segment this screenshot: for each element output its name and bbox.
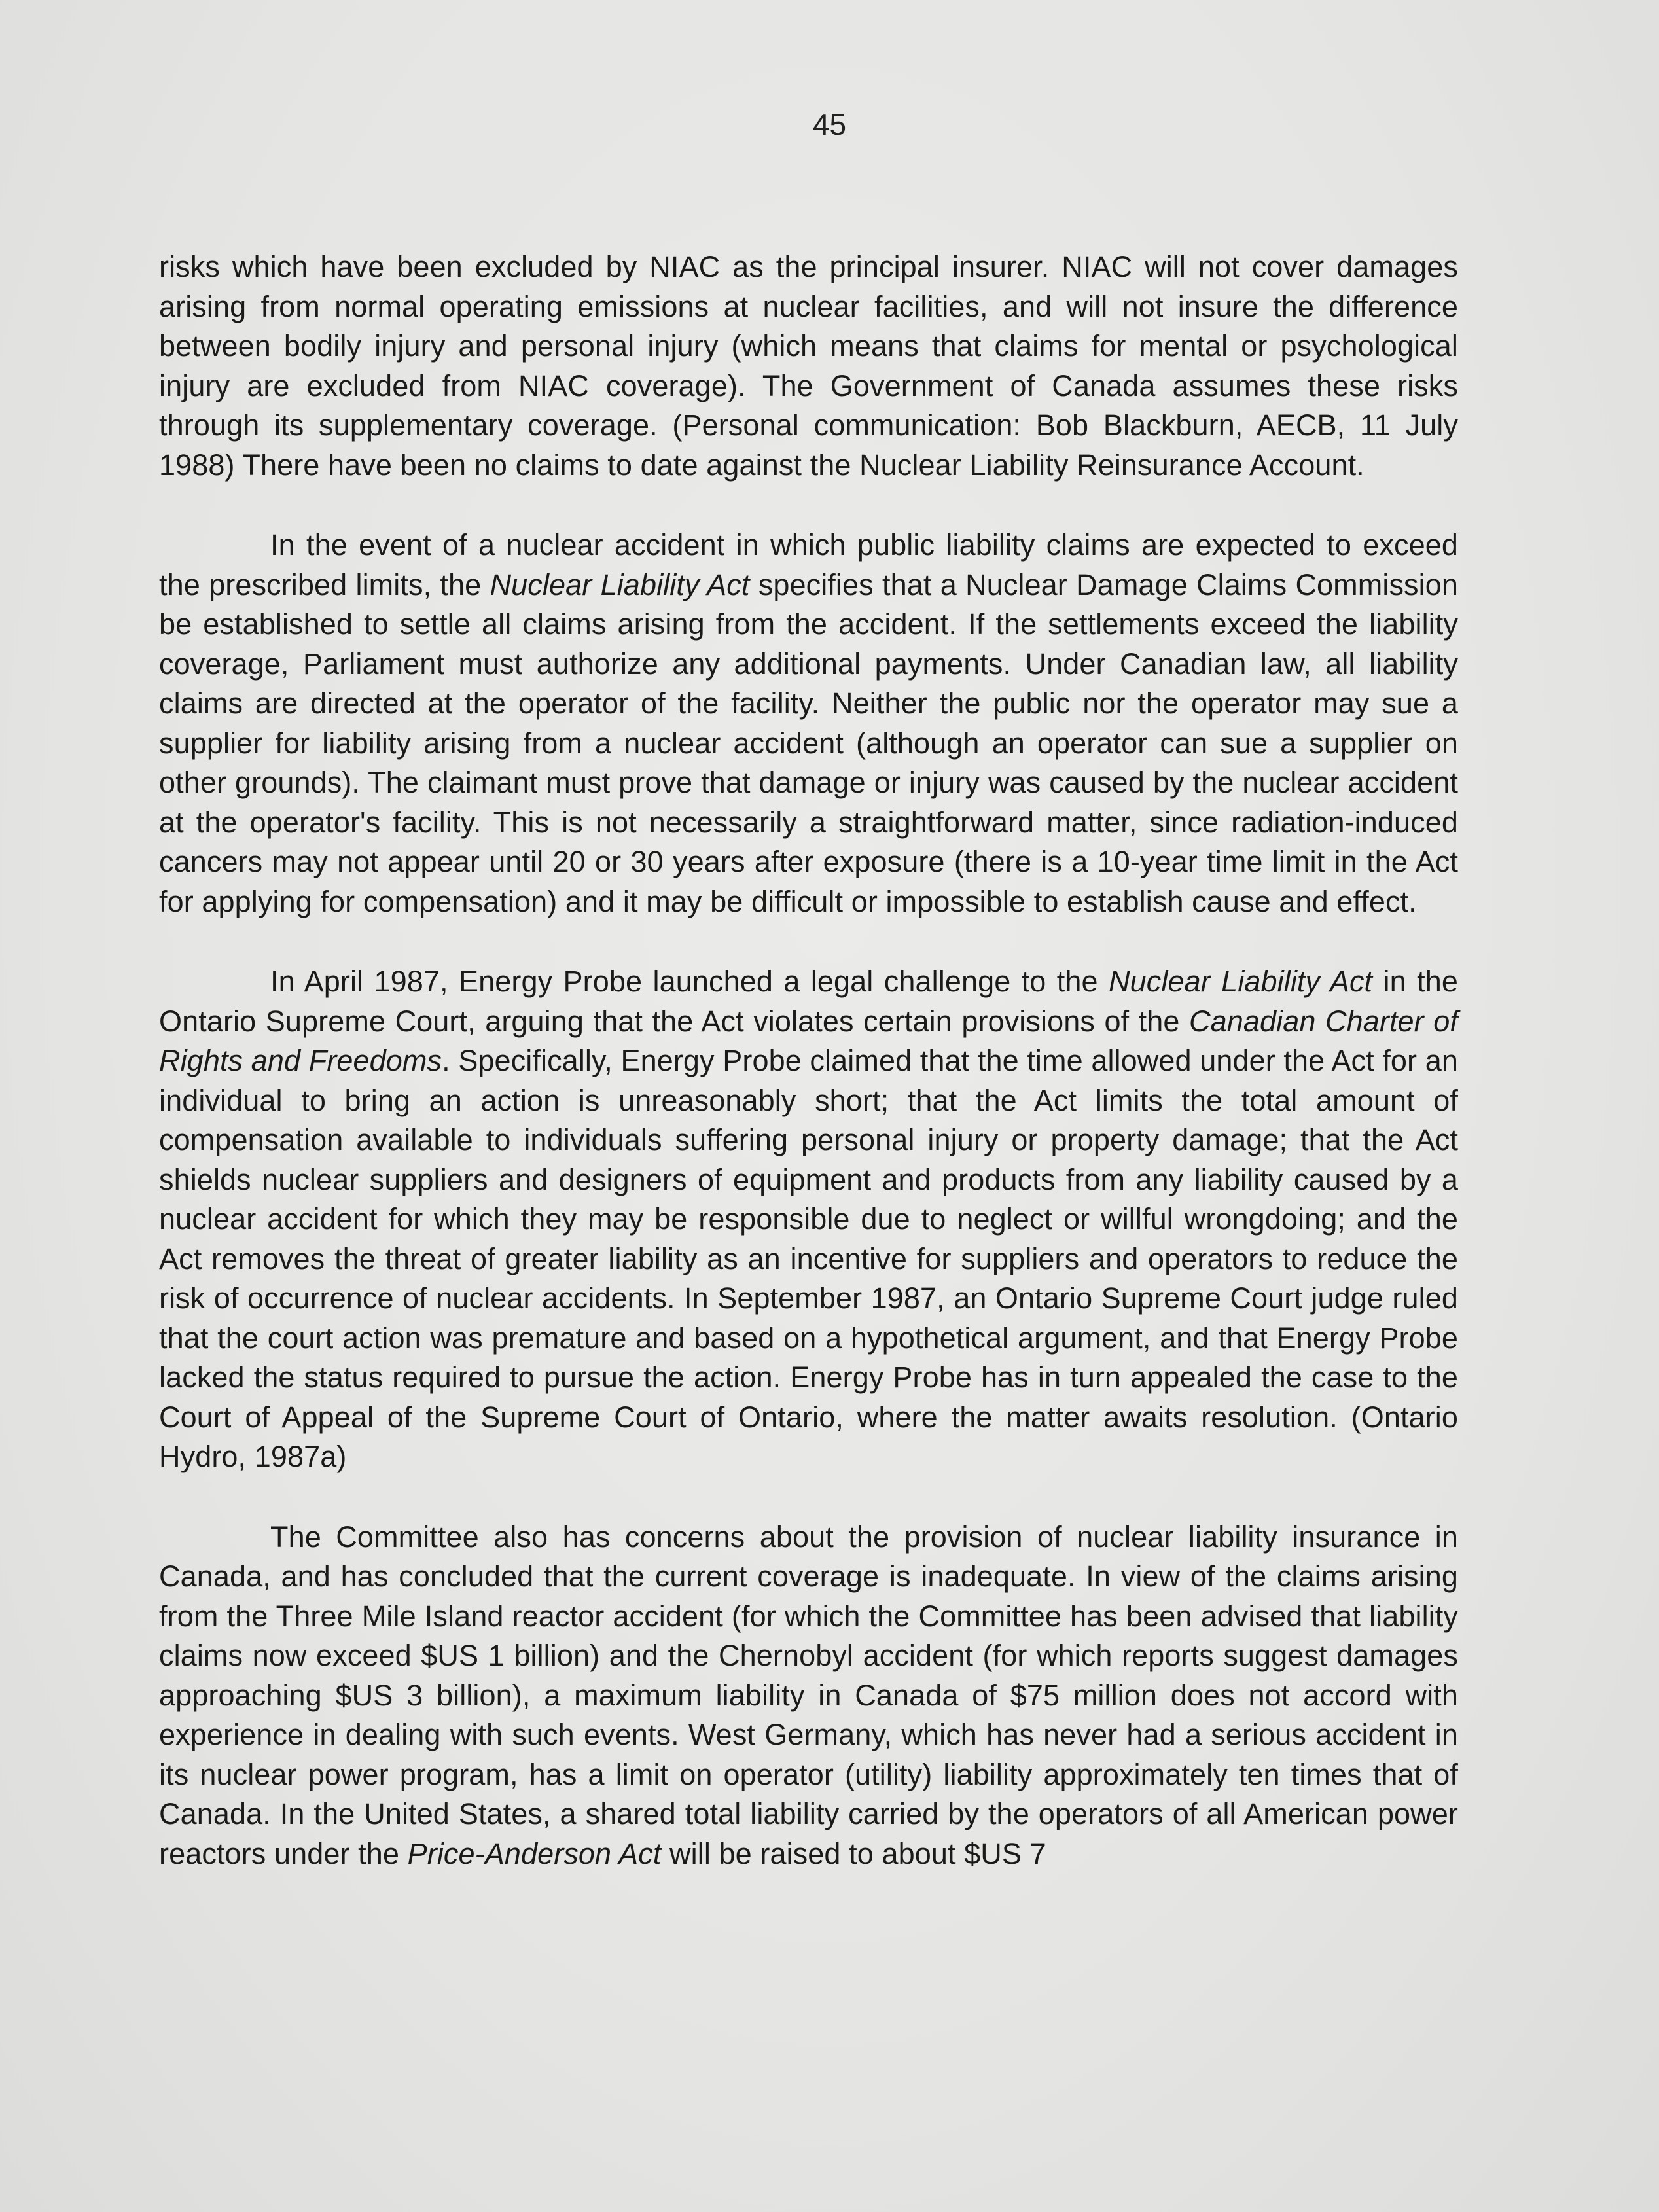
page-number: 45 (812, 107, 847, 141)
body-text (159, 247, 1458, 1914)
act-title-italic: Nuclear Liability Act (1109, 965, 1373, 998)
paragraph-4 (159, 1518, 1458, 1874)
text-segment: in the Ontario Supreme Court, arguing that the Act violates certain provisions of the (159, 965, 1458, 1038)
text-segment: In April 1987, Energy Probe launched a legal challenge to the (270, 965, 1109, 998)
act-title-italic: Price-Anderson Act (407, 1836, 662, 1870)
text-segment: The Committee also has concerns about the provision of nuclear liability insurance in Canada, and has concluded that the current coverage is inadequate. In view of the claims arising from the Three Mile Island reactor accident (for which the Committee has been advised that liability claims now exceed $US 1 billion) and the Chernobyl accident (for which reports suggest damages approaching $US 3 billion), a maximum liability in Canada of $75 million does not accord with experience in dealing with such events. West Germany, which has never had a serious accident in its nuclear power program, has a limit on operator (utility) liability approximately ten times that of Canada. In the United States, a shared total liability carried by the operators of all American power reactors under the (159, 1520, 1458, 1870)
text-segment: risks which have been excluded by NIAC as the principal insurer. NIAC will not cover damages arising from normal operating emissions at nuclear facilities, and will not insure the difference between bodily injury and personal injury (which means that claims for mental or psychological injury are excluded from NIAC coverage). The Government of Canada assumes these risks through its supplementary coverage. (Personal communication: Bob Blackburn, AECB, 11 July 1988) There have been no claims to date against the Nuclear Liability Reinsurance Account. (159, 250, 1458, 482)
paragraph-3 (159, 962, 1458, 1477)
text-segment: In the event of a nuclear accident in which public liability claims are expected to exceed the prescribed limits, the (159, 528, 1458, 601)
paragraph-1 (159, 247, 1458, 485)
text-segment: . Specifically, Energy Probe claimed that the time allowed under the Act for an individual to bring an action is unreasonably short; that the Act limits the total amount of compensation available to individuals suffering personal injury or property damage; that the Act shields nuclear suppliers and designers of equipment and products from any liability caused by a nuclear accident for which they may be responsible due to neglect or willful wrongdoing; and the Act removes the threat of greater liability as an incentive for suppliers and operators to reduce the risk of occurrence of nuclear accidents. In September 1987, an Ontario Supreme Court judge ruled that the court action was premature and based on a hypothetical argument, and that Energy Probe lacked the status required to pursue the action. Energy Probe has in turn appealed the case to the Court of Appeal of the Supreme Court of Ontario, where the matter awaits resolution. (Ontario Hydro, 1987a) (159, 1044, 1458, 1473)
act-title-italic: Nuclear Liability Act (490, 567, 750, 601)
charter-title-italic: Canadian Charter of Rights and Freedoms (159, 1004, 1458, 1077)
text-segment: will be raised to about $US 7 (661, 1836, 1046, 1870)
text-segment: specifies that a Nuclear Damage Claims Commission be established to settle all claims arising from the accident. If the settlements exceed the liability coverage, Parliament must authorize any additional payments. Under Canadian law, all liability claims are directed at the operator of the facility. Neither the public nor the operator may sue a supplier for liability arising from a nuclear accident (although an operator can sue a supplier on other grounds). The claimant must prove that damage or injury was caused by the nuclear accident at the operator's facility. This is not necessarily a straightforward matter, since radiation-induced cancers may not appear until 20 or 30 years after exposure (there is a 10-year time limit in the Act for applying for compensation) and it may be difficult or impossible to establish cause and effect. (159, 567, 1458, 918)
paragraph-2 (159, 526, 1458, 921)
